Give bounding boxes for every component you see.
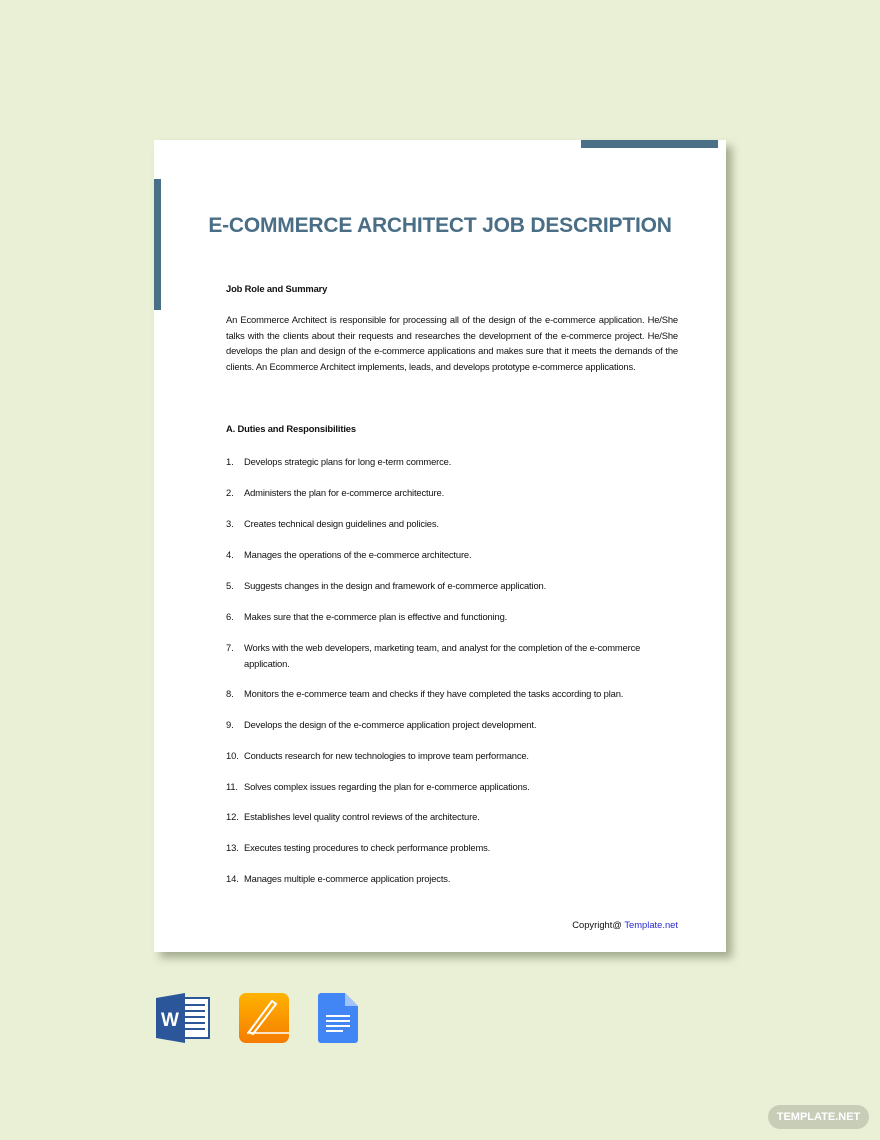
document-page [154,140,726,952]
copyright-label: Copyright@ [572,919,625,930]
duty-number: 1. [226,456,234,467]
duty-text: Works with the web developers, marketing team, and analyst for the completion of the e-commerce application. [244,642,641,669]
duty-item [226,840,678,856]
summary-text: An Ecommerce Architect is responsible for processing all of the design of the e-commerce application. He/She talks with the clients about their requests and researches the development of the e-commerce project. He/She develops the plan and design of the e-commerce applications and makes sure that it meets the demands of the clients. An Ecommerce Architect implements, leads, and develops prototype e-commerce applications. [226,314,678,372]
duty-number: 11. [226,781,238,792]
duty-text: Manages multiple e-commerce application projects. [244,873,451,884]
duty-item [226,485,678,501]
duty-number: 13. [226,842,239,853]
word-icon[interactable] [156,993,210,1043]
duty-item [226,717,678,733]
top-accent-bar [581,140,718,148]
duty-number: 2. [226,487,234,498]
template-net-badge[interactable]: TEMPLATE.NET [768,1105,869,1129]
duty-number: 8. [226,688,234,699]
copyright [572,919,678,930]
duty-text: Creates technical design guidelines and policies. [244,518,439,529]
duty-number: 7. [226,642,234,653]
duty-text: Monitors the e-commerce team and checks if they have completed the tasks according to plan. [244,688,624,699]
duty-item [226,871,678,887]
document-title: E-COMMERCE ARCHITECT JOB DESCRIPTION [208,214,672,237]
duty-text: Develops the design of the e-commerce application project development. [244,719,537,730]
duty-text: Suggests changes in the design and framework of e-commerce application. [244,580,547,591]
pages-icon[interactable] [239,993,289,1043]
duty-item [226,748,678,764]
duty-text: Conducts research for new technologies to improve team performance. [244,750,529,761]
side-accent-bar [154,179,161,310]
duty-number: 12. [226,811,239,822]
duty-text: Makes sure that the e-commerce plan is effective and functioning. [244,611,508,622]
duty-number: 14. [226,873,239,884]
duties-heading: A. Duties and Responsibilities [226,423,356,434]
duty-number: 10. [226,750,239,761]
duty-text: Develops strategic plans for long e-term commerce. [244,456,452,467]
duty-item [226,454,678,470]
duty-item [226,779,678,795]
duty-text: Solves complex issues regarding the plan for e-commerce applications. [244,781,530,792]
duty-text: Manages the operations of the e-commerce architecture. [244,549,472,560]
summary-heading: Job Role and Summary [226,283,328,294]
duty-item [226,809,678,825]
duty-number: 3. [226,518,234,529]
duty-item [226,547,678,563]
duty-item [226,640,678,671]
duty-item [226,578,678,594]
duty-number: 5. [226,580,234,591]
duty-item [226,609,678,625]
duty-number: 9. [226,719,234,730]
google-docs-icon[interactable] [318,993,358,1043]
duty-text: Administers the plan for e-commerce architecture. [244,487,445,498]
duty-text: Executes testing procedures to check performance problems. [244,842,491,853]
duty-number: 4. [226,549,234,560]
svg-text:W: W [161,1010,179,1031]
duty-item [226,516,678,532]
duty-number: 6. [226,611,234,622]
duty-item [226,686,678,702]
duty-text: Establishes level quality control reviews of the architecture. [244,811,480,822]
copyright-link[interactable]: Template.net [624,919,678,930]
